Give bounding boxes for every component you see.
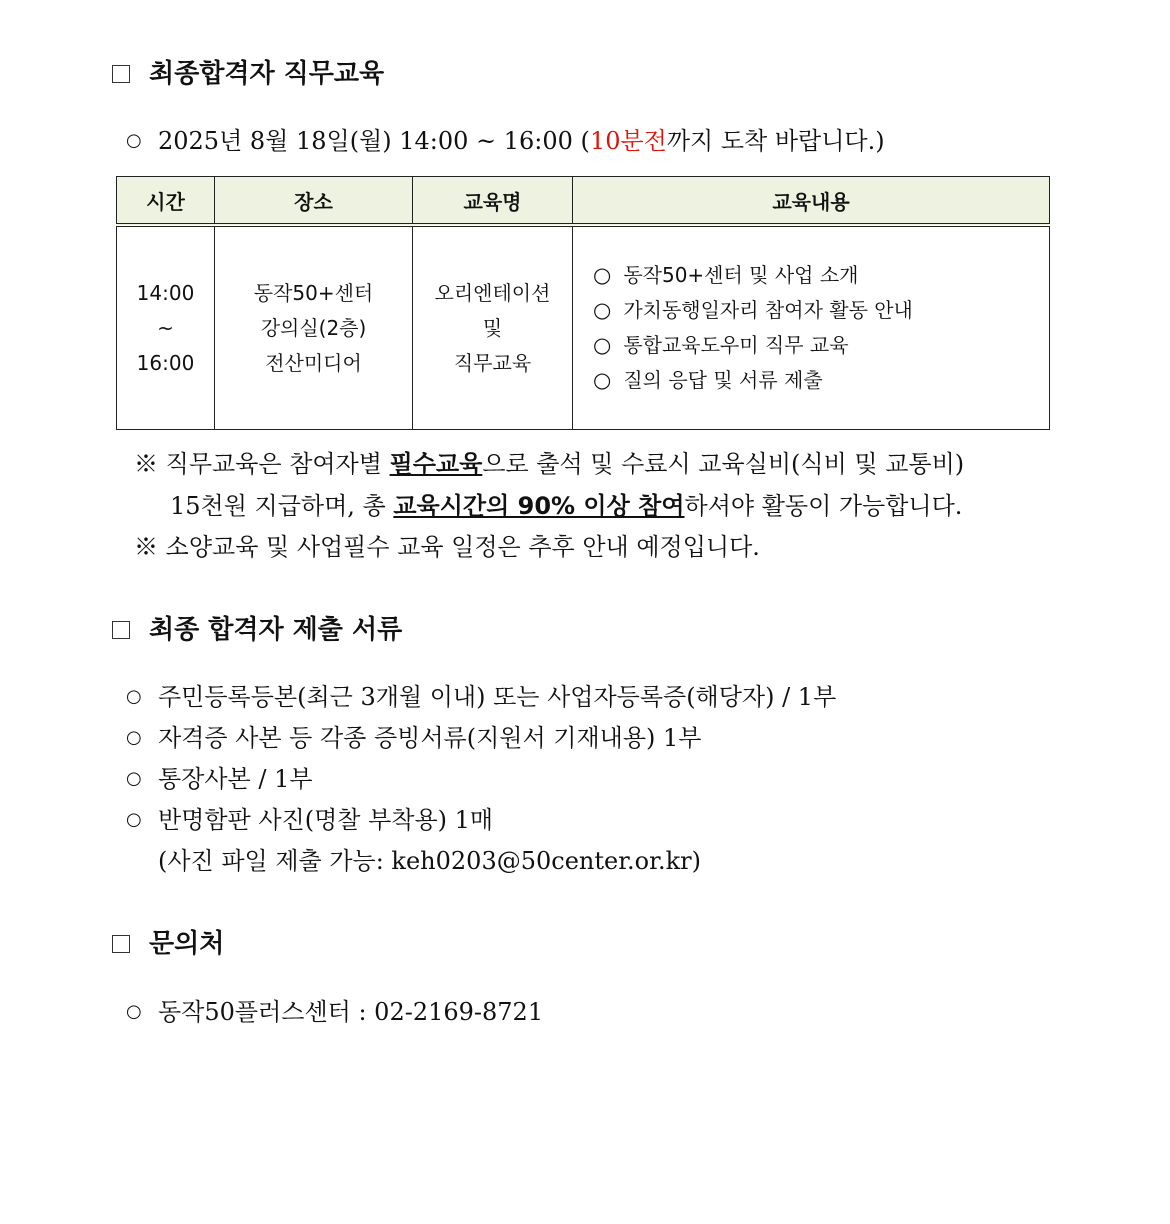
course-cell <box>413 225 573 430</box>
note-emphasis: 필수교육 <box>389 450 483 478</box>
schedule-datetime: 2025년 8월 18일(월) 14:00 ~ 16:00 ( <box>158 127 590 155</box>
schedule-highlight: 10분전 <box>589 127 667 155</box>
circle-bullet-icon: ○ <box>593 263 612 287</box>
content-text: 가치동행일자리 참여자 활동 안내 <box>623 298 913 322</box>
checkbox-icon <box>112 621 130 639</box>
table-header-row <box>117 177 1050 226</box>
photo-note-text: (사진 파일 제출 가능: keh0203@50center.or.kr) <box>158 847 701 875</box>
header-content: 교육내용 <box>573 177 1050 226</box>
table-row <box>117 225 1050 430</box>
note-emphasis: 교육시간의 90% 이상 참여 <box>393 492 685 520</box>
course-line: 및 <box>482 315 503 340</box>
list-item <box>593 363 1048 398</box>
bullet-circle-icon: ○ <box>126 768 142 789</box>
header-time: 시간 <box>117 177 215 226</box>
note-text: 하셔야 활동이 가능합니다. <box>684 492 963 520</box>
place-line: 동작50+센터 <box>253 280 374 305</box>
header-place: 장소 <box>215 177 413 226</box>
list-item <box>126 804 493 836</box>
list-item <box>126 681 836 713</box>
note-line-1-cont <box>170 490 962 522</box>
section-heading-training <box>112 58 384 90</box>
time-cell <box>117 225 215 430</box>
document-item-text: 주민등록등본(최근 3개월 이내) 또는 사업자등록증(해당자) / 1부 <box>158 683 837 711</box>
time-start: 14:00 <box>136 280 195 305</box>
note-text: 으로 출석 및 수료시 교육실비(식비 및 교통비) <box>482 450 965 478</box>
place-line: 전산미디어 <box>265 350 362 375</box>
document-item-text: 통장사본 / 1부 <box>158 765 313 793</box>
checkbox-icon <box>112 65 130 83</box>
place-cell <box>215 225 413 430</box>
section-heading-documents <box>112 614 402 646</box>
list-item <box>593 328 1048 363</box>
section-heading-text: 최종 합격자 제출 서류 <box>149 615 403 645</box>
bullet-circle-icon: ○ <box>126 686 142 707</box>
section-heading-text: 최종합격자 직무교육 <box>149 59 385 89</box>
content-cell <box>573 225 1050 430</box>
content-text: 질의 응답 및 서류 제출 <box>623 368 823 392</box>
contact-text: 동작50플러스센터 : 02-2169-8721 <box>158 998 544 1026</box>
note-text: 소양교육 및 사업필수 교육 일정은 추후 안내 예정입니다. <box>165 533 760 561</box>
note-mark: ※ <box>134 533 158 561</box>
circle-bullet-icon: ○ <box>593 368 612 392</box>
bullet-circle-icon: ○ <box>126 809 142 830</box>
content-text: 통합교육도우미 직무 교육 <box>623 333 849 357</box>
bullet-circle-icon: ○ <box>126 727 142 748</box>
note-line-1 <box>134 448 964 480</box>
schedule-line <box>126 125 885 157</box>
note-line-2 <box>134 531 760 563</box>
list-item <box>593 258 1048 293</box>
list-item <box>593 293 1048 328</box>
document-item-text: 자격증 사본 등 각종 증빙서류(지원서 기재내용) 1부 <box>158 724 702 752</box>
time-separator: ~ <box>157 315 174 340</box>
bullet-circle-icon: ○ <box>126 1001 142 1022</box>
content-text: 동작50+센터 및 사업 소개 <box>623 263 859 287</box>
list-item <box>126 722 701 754</box>
place-line: 강의실(2층) <box>260 315 367 340</box>
course-line: 오리엔테이션 <box>434 280 551 305</box>
note-text: 15천원 지급하며, 총 <box>170 492 394 520</box>
note-text: 직무교육은 참여자별 <box>165 450 390 478</box>
section-heading-text: 문의처 <box>149 929 225 959</box>
circle-bullet-icon: ○ <box>593 298 612 322</box>
checkbox-icon <box>112 935 130 953</box>
note-mark: ※ <box>134 450 158 478</box>
circle-bullet-icon: ○ <box>593 333 612 357</box>
training-schedule-table <box>116 176 1050 430</box>
document-item-text: 반명함판 사진(명찰 부착용) 1매 <box>158 806 494 834</box>
section-heading-contact <box>112 928 224 960</box>
course-line: 직무교육 <box>453 350 532 375</box>
bullet-circle-icon: ○ <box>126 130 142 151</box>
photo-note <box>158 845 701 877</box>
time-end: 16:00 <box>136 350 195 375</box>
header-course: 교육명 <box>413 177 573 226</box>
list-item <box>126 763 313 795</box>
schedule-suffix: 까지 도착 바랍니다.) <box>666 127 885 155</box>
contact-line <box>126 996 543 1028</box>
